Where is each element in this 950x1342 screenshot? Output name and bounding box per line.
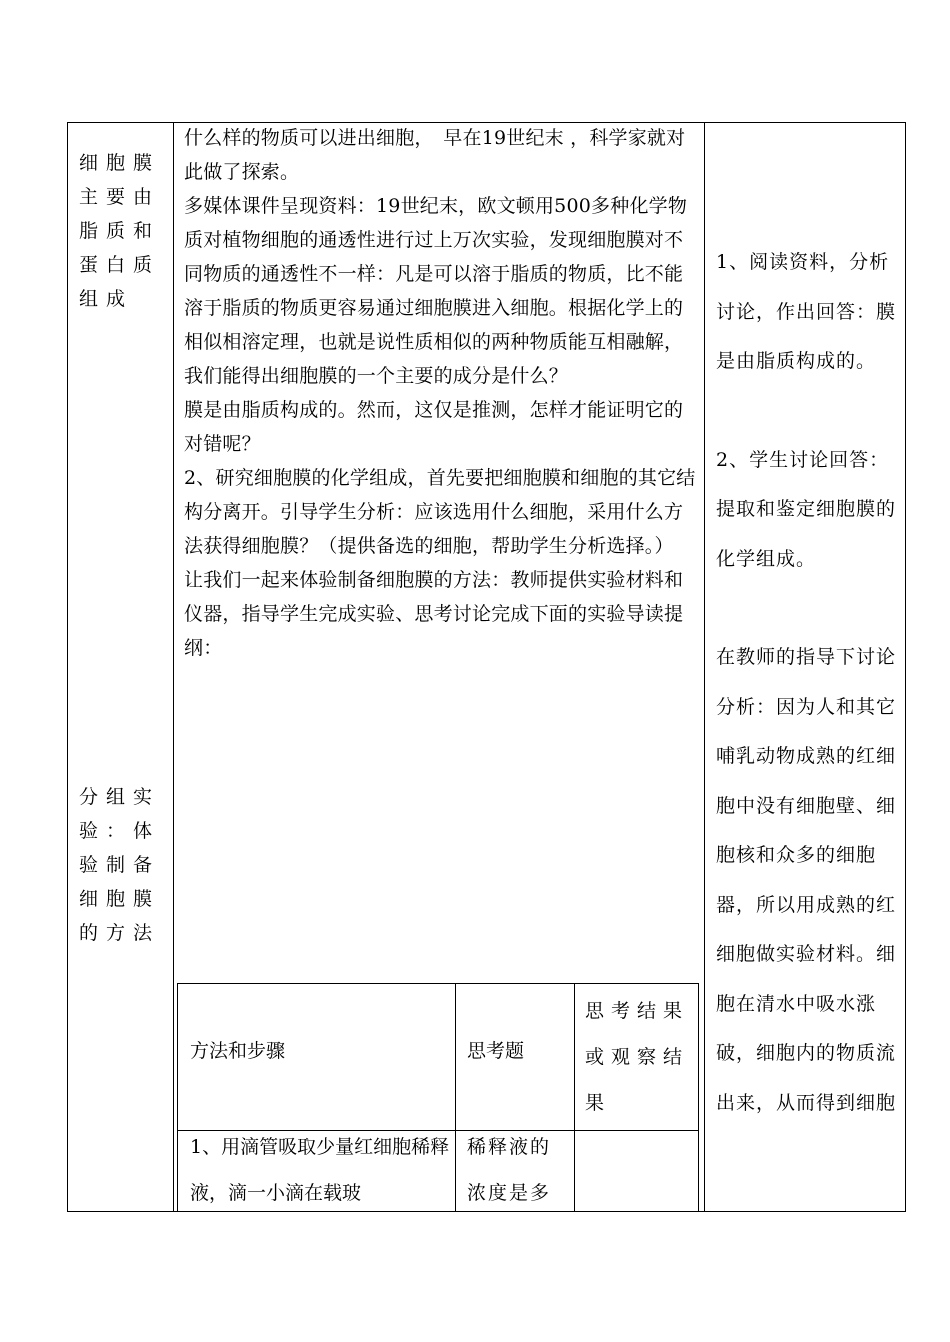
row-question-1: 稀释液的浓度是多	[467, 1136, 552, 1204]
answer: 在教师的指导下讨论分析：因为人和其它哺乳动物成熟的红细胞中没有细胞壁、细胞核和众多的细胞器，所以用成熟的红细胞做实验材料。细胞在清水中吸水涨破，细胞内的物质流出来，从而得到细胞	[716, 646, 897, 1114]
row-step-1: 1、用滴管吸取少量红细胞稀释液，滴一小滴在载玻	[190, 1136, 450, 1204]
answer: 1、阅读资料，分析讨论，作出回答：膜是由脂质构成的。	[716, 251, 897, 372]
student-activity-column	[716, 238, 900, 1128]
inner-column-divider	[574, 983, 575, 1212]
paragraph: 什么样的物质可以进出细胞， 早在19世纪末 ，科学家就对此做了探索。	[184, 127, 686, 183]
answer: 2、学生讨论回答：提取和鉴定细胞膜的化学组成。	[716, 448, 897, 570]
topic-membrane-composition: 细胞膜主要由脂质和蛋白质组成	[79, 152, 161, 310]
inner-column-divider	[455, 983, 456, 1212]
paragraph: 多媒体课件呈现资料：19世纪末，欧文顿用500多种化学物质对植物细胞的通透性进行过上万次实验，发现细胞膜对不同物质的通透性不一样：凡是可以溶于脂质的物质，比不能溶于脂质的物质更容易通过细胞膜进入细胞。根据化学上的相似相溶定理，也就是说性质相似的两种物质能互相融解，我们能得出细胞膜的一个主要的成分是什么？	[184, 195, 688, 387]
paragraph: 让我们一起来体验制备细胞膜的方法：教师提供实验材料和仪器，指导学生完成实验、思考讨论完成下面的实验导读提纲：	[184, 569, 684, 659]
column-divider	[173, 122, 174, 1212]
topic-group-experiment: 分组实验：体验制备细胞膜的方法	[79, 786, 161, 944]
paragraph: 膜是由脂质构成的。然而，这仅是推测，怎样才能证明它的对错呢？	[184, 399, 684, 455]
header-result: 思考结果或观察结果	[585, 1000, 690, 1114]
header-method-steps: 方法和步骤	[190, 1040, 286, 1062]
header-question: 思考题	[467, 1040, 525, 1062]
column-divider	[704, 122, 705, 1212]
teaching-process-column	[184, 121, 696, 665]
paragraph: 2、研究细胞膜的化学组成，首先要把细胞膜和细胞的其它结构分离开。引导学生分析：应该选用什么细胞，采用什么方法获得细胞膜？（提供备选的细胞，帮助学生分析选择。）	[184, 467, 696, 557]
